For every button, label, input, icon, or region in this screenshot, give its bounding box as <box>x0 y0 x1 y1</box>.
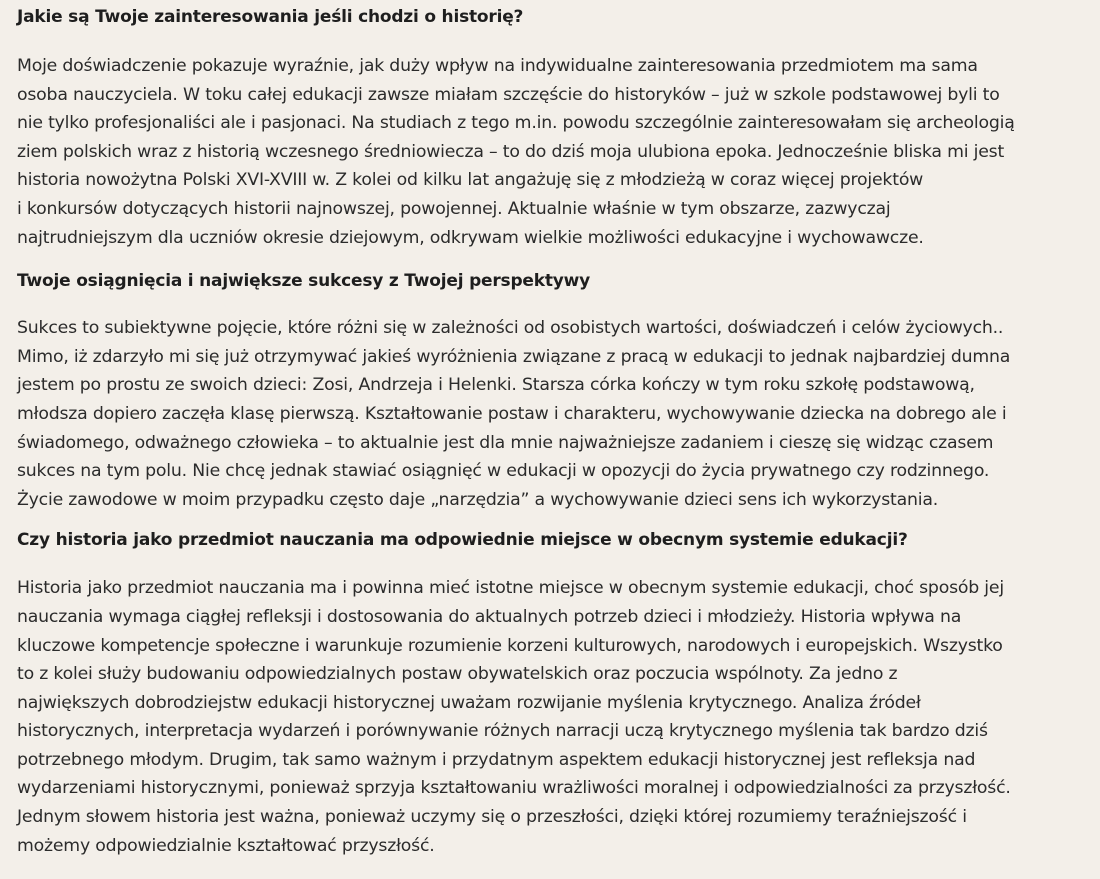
section-paragraph-achievements <box>17 314 1082 514</box>
section-paragraph-history-in-education <box>17 574 1082 860</box>
paragraph-line: to z kolei służy budowaniu odpowiedzialnych postaw obywatelskich oraz poczucia wspólnoty. Za jedno z <box>17 664 898 685</box>
section-heading-achievements: Twoje osiągnięcia i największe sukcesy z Twojej perspektywy <box>17 271 591 292</box>
paragraph-line: nauczania wymaga ciągłej refleksji i dostosowania do aktualnych potrzeb dzieci i młodzieży. Historia wpływa na <box>17 606 962 627</box>
paragraph-line: Moje doświadczenie pokazuje wyraźnie, jak duży wpływ na indywidualne zainteresowania przedmiotem ma sama <box>17 56 978 76</box>
section-heading-history-in-education: Czy historia jako przedmiot nauczania ma odpowiednie miejsce w obecnym systemie edukacji? <box>17 530 908 551</box>
paragraph-line: Historia jako przedmiot nauczania ma i powinna mieć istotne miejsce w obecnym systemie edukacji, choć sposób jej <box>17 578 1004 599</box>
paragraph-line: wydarzeniami historycznymi, ponieważ sprzyja kształtowaniu wrażliwości moralnej i odpowiedzialności za przyszłość. <box>17 778 1011 799</box>
paragraph-line: młodsza dopiero zaczęła klasę pierwszą. Kształtowanie postaw i charakteru, wychowywanie dziecka na dobrego ale i <box>17 403 1007 424</box>
paragraph-line: nie tylko profesjonaliści ale i pasjonaci. Na studiach z tego m.in. powodu szczególnie zainteresowałam się archeologią <box>17 113 1015 134</box>
paragraph-line: świadomego, odważnego człowieka – to aktualnie jest dla mnie najważniejsze zadaniem i cieszę się widząc czasem <box>17 432 994 453</box>
paragraph-line: osoba nauczyciela. W toku całej edukacji zawsze miałam szczęście do historyków – już w szkole podstawowej byli to <box>17 84 1000 105</box>
paragraph-line: Sukces to subiektywne pojęcie, które różni się w zależności od osobistych wartości, doświadczeń i celów życiowych.. <box>17 318 1004 339</box>
paragraph-line: jestem po prostu ze swoich dzieci: Zosi, Andrzeja i Helenki. Starsza córka kończy w tym roku szkołę podstawową, <box>17 375 975 396</box>
paragraph-line: ziem polskich wraz z historią wczesnego średniowiecza – to do dziś moja ulubiona epoka. Jednocześnie bliska mi jest <box>17 141 1005 162</box>
paragraph-line: potrzebnego młodym. Drugim, tak samo ważnym i przydatnym aspektem edukacji historycznej jest refleksja nad <box>17 749 976 770</box>
section-heading-interests: Jakie są Twoje zainteresowania jeśli chodzi o historię? <box>17 7 524 27</box>
paragraph-line: kluczowe kompetencje społeczne i warunkuje rozumienie korzeni kulturowych, narodowych i europejskich. Wszystko <box>17 635 1003 656</box>
paragraph-line: historia nowożytna Polski XVI-XVIII w. Z kolei od kilku lat angażuję się z młodzieżą w coraz więcej projektów <box>17 170 924 191</box>
paragraph-line: największych dobrodziejstw edukacji historycznej uważam rozwijanie myślenia krytycznego. Analiza źródeł <box>17 692 921 713</box>
section-paragraph-interests <box>17 52 1082 252</box>
paragraph-line: historycznych, interpretacja wydarzeń i porównywanie różnych narracji uczą krytycznego myślenia tak bardzo dziś <box>17 721 988 742</box>
paragraph-line: najtrudniejszym dla uczniów okresie dziejowym, odkrywam wielkie możliwości edukacyjne i wychowawcze. <box>17 227 924 248</box>
paragraph-line: sukces na tym polu. Nie chcę jednak stawiać osiągnięć w edukacji w opozycji do życia prywatnego czy rodzinnego. <box>17 461 990 482</box>
paragraph-line: możemy odpowiedzialnie kształtować przyszłość. <box>17 835 435 856</box>
paragraph-line: Mimo, iż zdarzyło mi się już otrzymywać jakieś wyróżnienia związane z pracą w edukacji to jednak najbardziej dumna <box>17 346 1011 367</box>
paragraph-line: Jednym słowem historia jest ważna, ponieważ uczymy się o przeszłości, dzięki której rozumiemy teraźniejszość i <box>17 807 967 828</box>
paragraph-line: i konkursów dotyczących historii najnowszej, powojennej. Aktualnie właśnie w tym obszarze, zazwyczaj <box>17 198 891 219</box>
paragraph-line: Życie zawodowe w moim przypadku często daje „narzędzia” a wychowywanie dzieci sens ich wykorzystania. <box>17 489 939 510</box>
